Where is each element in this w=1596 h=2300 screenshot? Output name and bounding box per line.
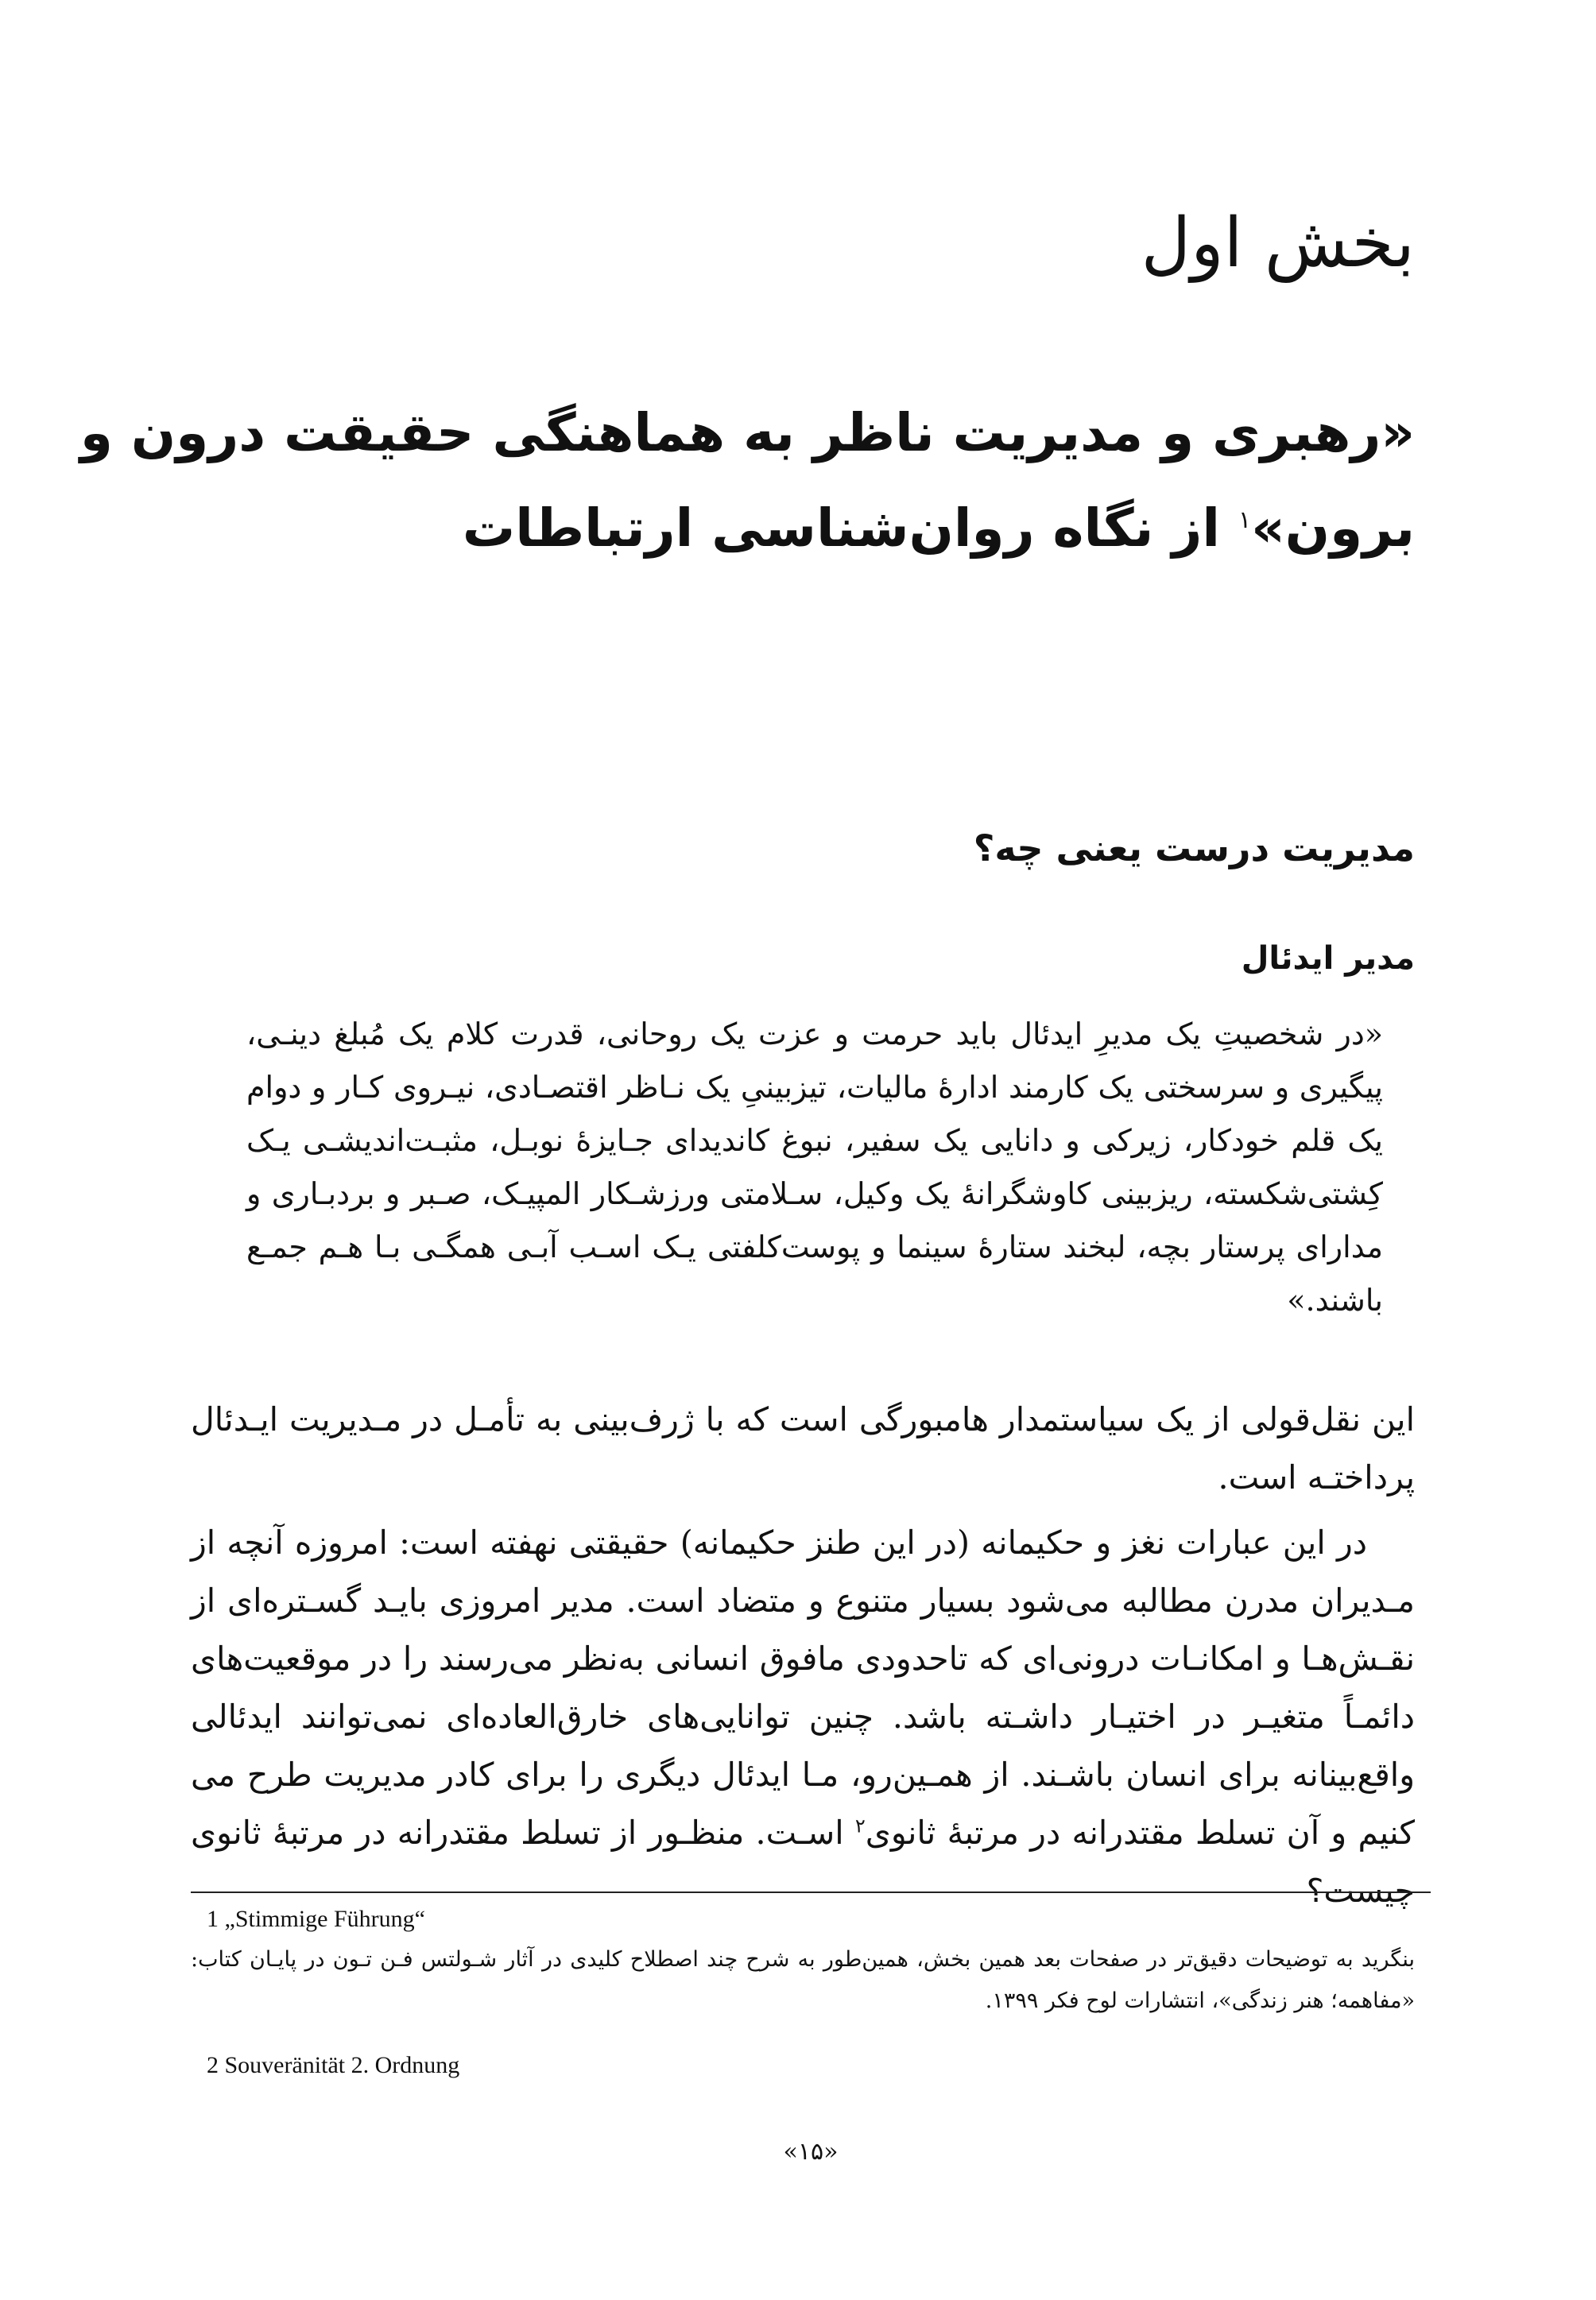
section-heading: مدیریت درست یعنی چه؟: [973, 827, 1415, 869]
footnote-1-text: بنگرید به توضیحات دقیق‌تر در صفحات بعد همین بخش، همین‌طور به شرح چند اصطلاح کلیدی در آثار شـولتس فـن تـون در پایـان کتاب: «مفاهمه؛ هنر زندگی»، انتشارات لوح فکر ۱۳۹۹.: [191, 1947, 1415, 2013]
paragraph-2-part-2: اسـت. منظـور از تسلط مقتدرانه در مرتبهٔ ثانوی چیست؟: [191, 1814, 1415, 1910]
chapter-title-line-1: «رهبری و مدیریت ناظر به هماهنگی حقیقت درون و: [79, 402, 1415, 463]
page-number: «۱۵»: [783, 2138, 839, 2166]
chapter-title-line-2-start: برون»: [1251, 498, 1415, 559]
footnote-mark-2: ۲: [854, 1814, 866, 1837]
footnote-1-label: 1 „Stimmige Führung“: [207, 1906, 425, 1932]
block-quote: «در شخصیتِ یک مدیرِ ایدئال باید حرمت و عزت یک روحانی، قدرت کلام یک مُبلغ دینـی، پیگیری و سرسختی یک کارمند ادارهٔ مالیات، تیزبینیِ یک نـاظر اقتصـادی، نیـروی کـار و دوام یک قلم خودکار، زیرکی و دانایی یک سفیر، نبوغ کاندیدای جـایزهٔ نوبـل، مثبـت‌اندیشـی یـک کِشتی‌شکسته، ریزبینی کاوشگرانهٔ یک وکیل، سـلامتی ورزشـکار المپیـک، صـبر و بردبـاری و مدارای پرستار بچه، لبخند ستارهٔ سینما و پوست‌کلفتی یـک اسـب آبـی همگـی بـا هـم جمـع باشند.»: [246, 1016, 1383, 1318]
paragraph-2-part-1: در این عبارات نغز و حکیمانه (در این طنز حکیمانه) حقیقتی نهفته است: امروزه آنچه از مـدیران مدرن مطالبه می‌شود بسیار متنوع و متضاد است. مدیر امروزی بایـد گسـتره‌ای از نقـش‌هـا و امکانـات درونی‌ای که تاحدودی مافوق انسانی به‌نظر می‌رسند را در موقعیت‌های دائمـاً متغیـر در اختیـار داشـته باشد. چنین توانایی‌های خارق‌العاده‌ای نمی‌توانند ایدئالی واقع‌بینانه برای انسان باشـند. از همـین‌رو، مـا ایدئال دیگری را برای کادر مدیریت طرح می کنیم و آن تسلط مقتدرانه در مرتبهٔ ثانوی: [191, 1524, 1415, 1852]
subsection-heading: مدیر ایدئال: [1241, 940, 1415, 977]
section-label: بخش اول: [1141, 203, 1415, 283]
book-page: [79, 0, 1431, 2300]
footnote-divider: [191, 1891, 1431, 1893]
chapter-title: [79, 385, 1415, 576]
paragraph-1: این نقل‌قولی از یک سیاستمدار هامبورگی است که با ژرف‌بینی به تأمـل در مـدیریت ایـدئال پرداختـه است.: [191, 1400, 1415, 1497]
chapter-title-line-2-rest: از نگاه روان‌شناسی ارتباطات: [462, 498, 1239, 559]
footnote-2-label: 2 Souveränität 2. Ordnung: [207, 2052, 460, 2078]
chapter-title-line-2: [191, 481, 1415, 576]
paragraph-2: [191, 1514, 1415, 1920]
footnote-mark-1: ۱: [1238, 506, 1252, 534]
